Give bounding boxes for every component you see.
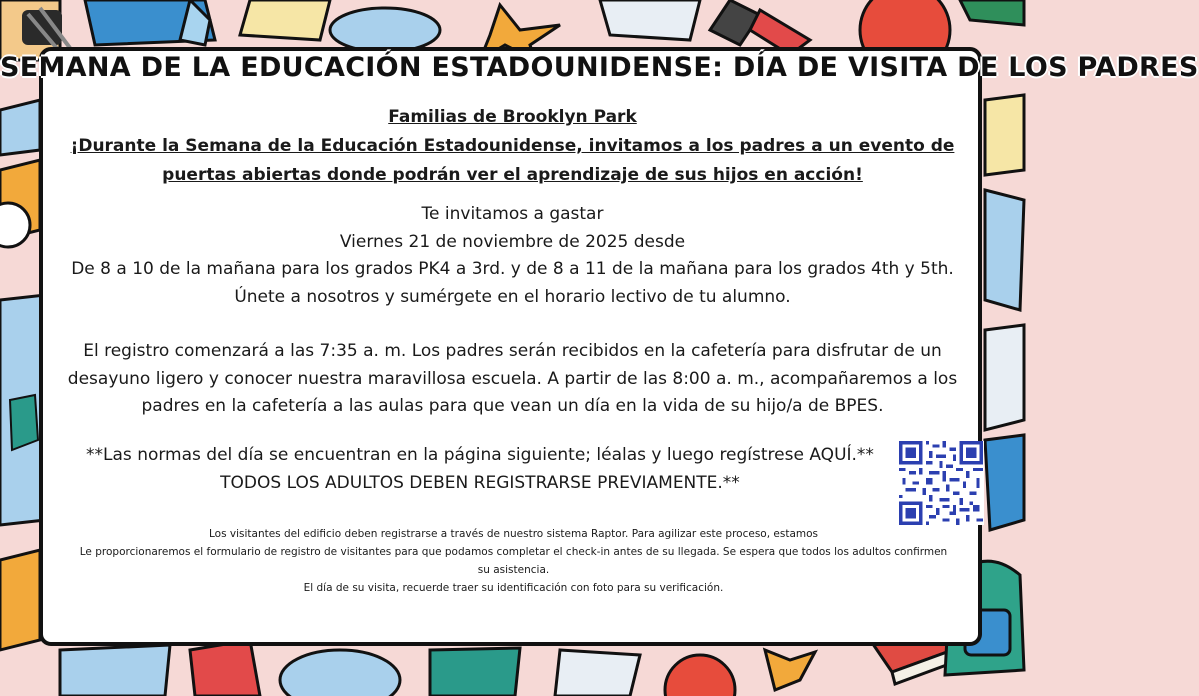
registration-line-3: padres en la cafetería a las aulas para que vean un día en la vida de su hijo/a de BPES.: [141, 396, 884, 416]
schedule-line-4: Únete a nosotros y sumérgete en el horario lectivo de tu alumno.: [234, 286, 791, 307]
footer-section: [46, 525, 981, 597]
footer-line-4: El día de su visita, recuerde traer su identificación con foto para su verificación.: [303, 582, 724, 594]
schedule-line-2: Viernes 21 de noviembre de 2025 desde: [339, 231, 686, 252]
header-section: [40, 103, 985, 190]
footer-line-3: su asistencia.: [477, 564, 550, 576]
qr-code[interactable]: [898, 441, 984, 525]
invite-line-2: puertas abiertas donde podrán ver el aprendizaje de sus hijos en acción!: [162, 165, 863, 185]
ruler-doodle: [985, 190, 1024, 310]
schedule-section: [40, 201, 985, 311]
rules-section: [60, 442, 900, 497]
registration-section: [40, 338, 985, 421]
footer-line-1: Los visitantes del edificio deben registrarse a través de nuestro sistema Raptor. Para agilizar este proceso, estamos: [208, 528, 818, 540]
registration-line-2: desayuno ligero y conocer nuestra maravillosa escuela. A partir de las 8:00 a. m., acompañaremos a los: [67, 368, 958, 389]
footer-line-2: Le proporcionaremos el formulario de registro de visitantes para que podamos completar el check-in antes de su llegada. Se espera que todos los adultos confirmen: [79, 546, 948, 558]
rules-line-2: TODOS LOS ADULTOS DEBEN REGISTRARSE PREVIAMENTE.**: [220, 472, 740, 493]
globe-doodle: [330, 8, 440, 52]
families-heading: Familias de Brooklyn Park: [388, 107, 637, 127]
schedule-line-1: Te invitamos a gastar: [421, 204, 604, 224]
registration-line-1: El registro comenzará a las 7:35 a. m. Los padres serán recibidos en la cafetería para disfrutar de un: [83, 341, 942, 361]
invite-line-1: ¡Durante la Semana de la Educación Estadounidense, invitamos a los padres a un evento de: [70, 136, 955, 156]
rules-line-1[interactable]: **Las normas del día se encuentran en la página siguiente; léalas y luego regístrese AQUÍ.**: [86, 445, 874, 465]
schedule-line-3: De 8 a 10 de la mañana para los grados PK4 a 3rd. y de 8 a 11 de la mañana para los grados 4th y 5th.: [71, 259, 954, 279]
page-title: SEMANA DE LA EDUCACIÓN ESTADOUNIDENSE: DÍA DE VISITA DE LOS PADRES: [0, 52, 1199, 83]
